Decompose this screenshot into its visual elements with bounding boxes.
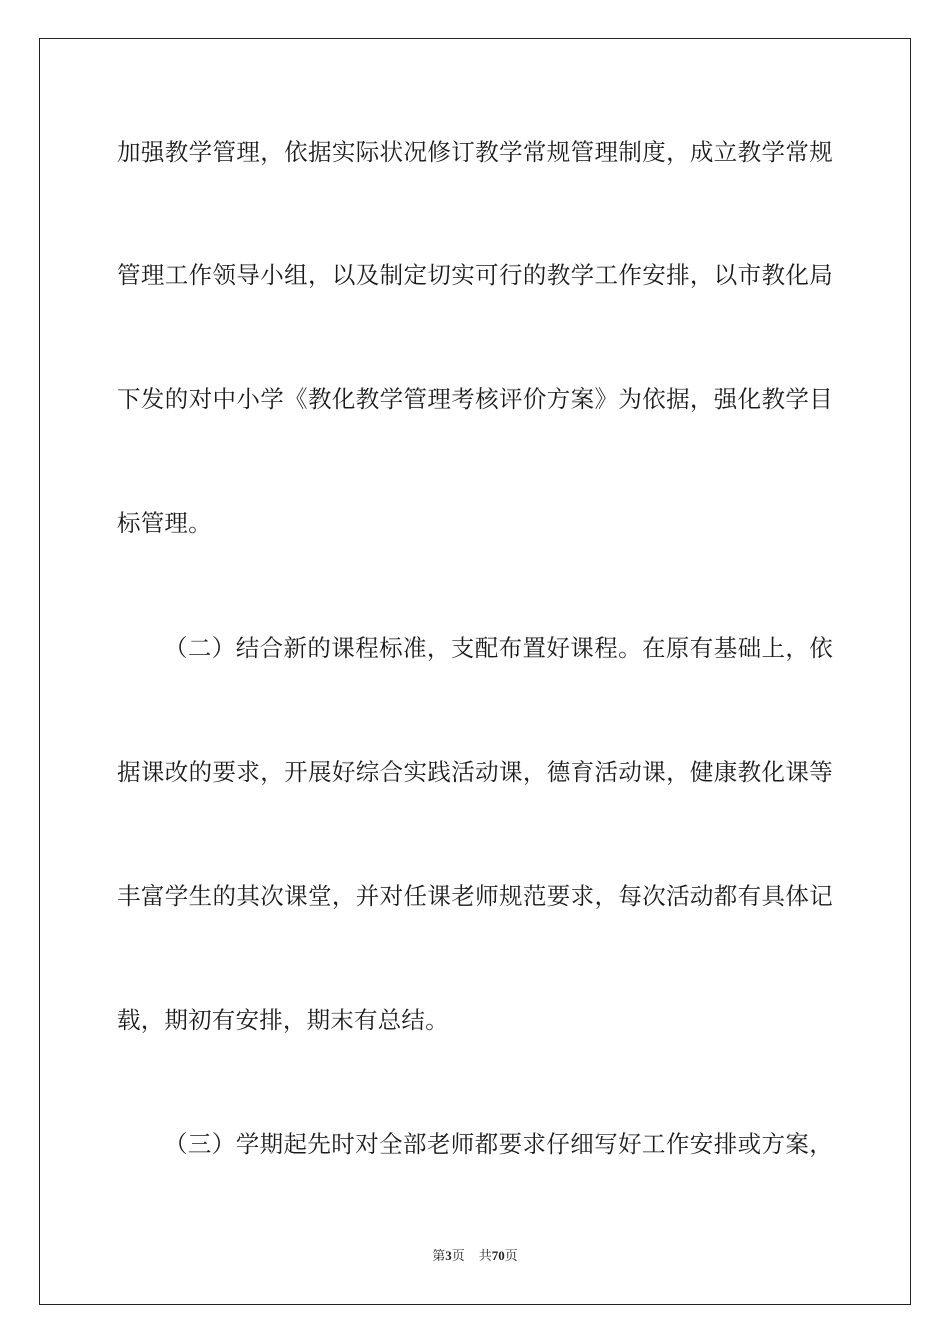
body-text-line-8: 载，期初有安排，期末有总结。 (117, 1006, 449, 1034)
body-text-line-2: 管理工作领导小组，以及制定切实可行的教学工作安排，以市教化局 (117, 261, 833, 289)
body-text-line-9: （三）学期起先时对全部老师都要求仔细写好工作安排或方案， (164, 1130, 833, 1158)
page-number-prefix: 第 (432, 1249, 446, 1264)
body-text-line-6: 据课改的要求，开展好综合实践活动课，德育活动课，健康教化课等 (117, 758, 833, 786)
body-text-line-5: （二）结合新的课程标准，支配布置好课程。在原有基础上，依 (164, 634, 833, 662)
body-text-line-4: 标管理。 (117, 509, 212, 537)
page-number: 3 (445, 1248, 452, 1263)
total-pages-suffix: 页 (504, 1249, 518, 1264)
total-pages-prefix: 共 (478, 1249, 492, 1264)
body-text-line-7: 丰富学生的其次课堂，并对任课老师规范要求，每次活动都有具体记 (117, 882, 833, 910)
page-number-suffix: 页 (451, 1249, 465, 1264)
page-border (39, 38, 911, 1305)
body-text-line-1: 加强教学管理，依据实际状况修订教学常规管理制度，成立教学常规 (117, 138, 833, 166)
body-text-line-3: 下发的对中小学《教化教学管理考核评价方案》为依据，强化教学目 (117, 385, 833, 413)
page-footer (0, 1247, 950, 1266)
total-pages: 70 (491, 1248, 505, 1263)
